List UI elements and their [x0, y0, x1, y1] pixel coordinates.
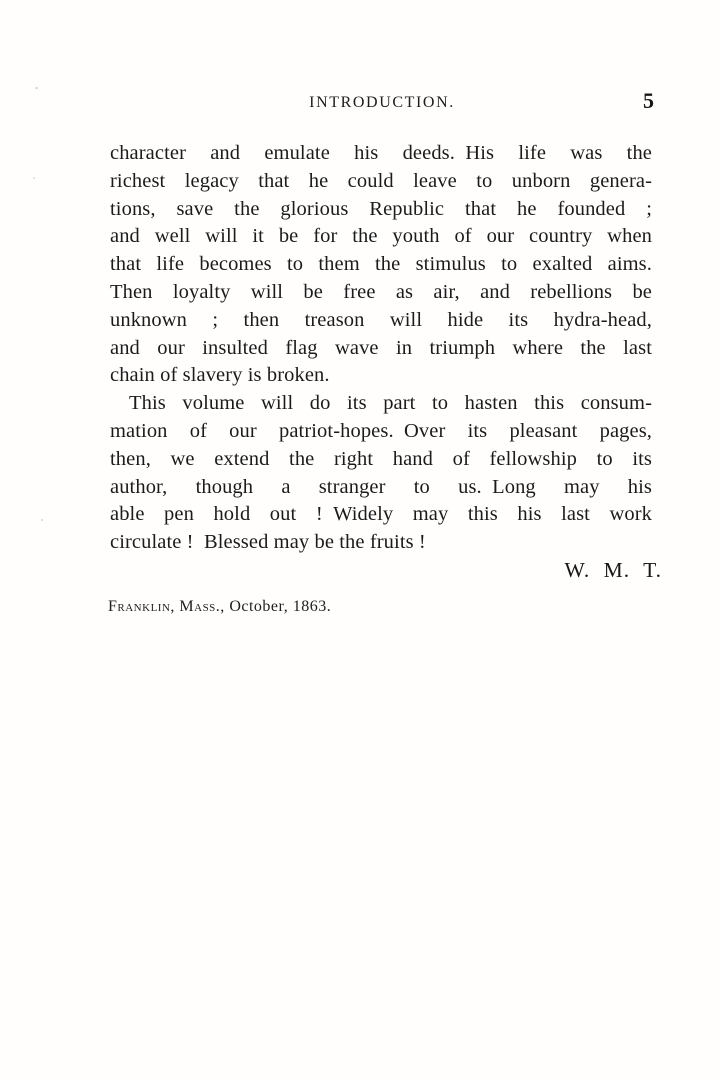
text-line: mation of our patriot-hopes. Over its pleasant pages,	[110, 419, 652, 442]
text-line: chain of slavery is broken.	[110, 364, 330, 387]
text-line: that life becomes to them the stimulus to exalted aims.	[110, 253, 652, 276]
text-line: unknown ; then treason will hide its hydra-head,	[110, 308, 652, 331]
text-line: circulate ! Blessed may be the fruits !	[110, 531, 426, 554]
page-header	[110, 90, 654, 116]
scan-speck	[41, 519, 43, 521]
body-text-block	[110, 140, 652, 557]
running-title: INTRODUCTION.	[309, 94, 455, 111]
author-initials-signature: W. M. T.	[564, 558, 662, 582]
text-line: able pen hold out ! Widely may this his last work	[110, 503, 652, 526]
dateline	[108, 598, 331, 616]
text-line: and our insulted flag wave in triumph where the last	[110, 336, 652, 359]
text-line: richest legacy that he could leave to unborn genera-	[110, 169, 652, 192]
text-line: This volume will do its part to hasten this consum-	[129, 392, 652, 415]
text-line: Then loyalty will be free as air, and rebellions be	[110, 280, 652, 303]
text-line: tions, save the glorious Republic that he founded ;	[110, 197, 652, 220]
scan-speck	[33, 177, 35, 179]
text-line: then, we extend the right hand of fellowship to its	[110, 447, 652, 470]
text-line: and well will it be for the youth of our country when	[110, 225, 652, 248]
page-number: 5	[643, 88, 654, 113]
dateline-place: Franklin, Mass.,	[108, 598, 225, 615]
dateline-date: October, 1863.	[224, 598, 332, 615]
text-line: author, though a stranger to us. Long may his	[110, 475, 652, 498]
text-line: character and emulate his deeds. His life was the	[110, 142, 652, 164]
scan-speck	[35, 87, 38, 89]
